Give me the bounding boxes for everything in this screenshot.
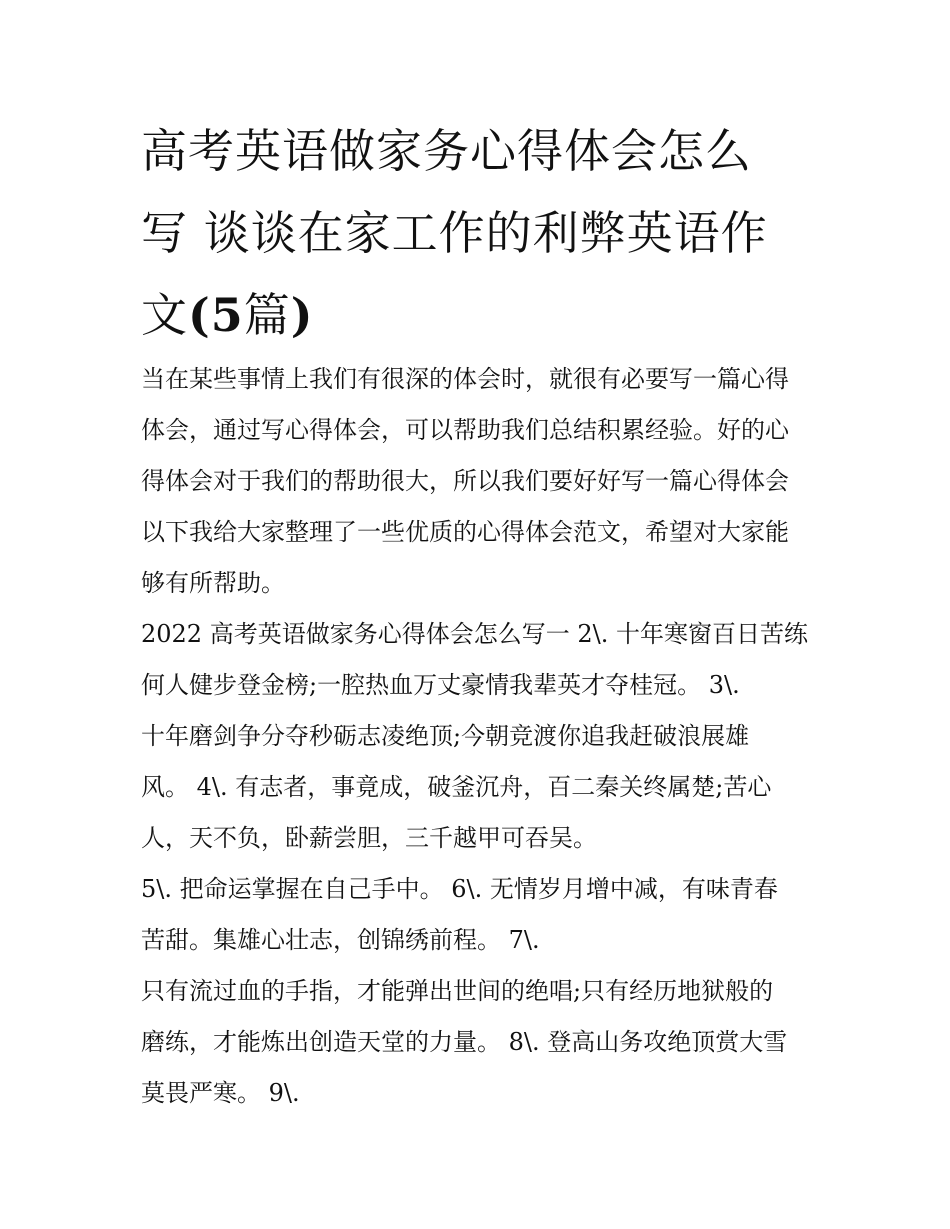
document-body	[141, 354, 831, 1119]
body-line: 够有所帮助。	[141, 569, 285, 597]
title-count-open: (5	[188, 288, 244, 342]
body-line: 2022 高考英语做家务心得体会怎么写一 2\. 十年寒窗百日苦练	[141, 620, 808, 648]
document-title	[141, 110, 831, 356]
title-count-close: )	[290, 288, 314, 342]
body-line: 何人健步登金榜;一腔热血万丈豪情我辈英才夺桂冠。 3\.	[141, 671, 740, 699]
body-line: 当在某些事情上我们有很深的体会时，就很有必要写一篇心得	[141, 365, 789, 393]
body-line: 苦甜。集雄心壮志，创锦绣前程。 7\.	[141, 926, 540, 954]
body-line: 风。 4\. 有志者，事竟成，破釜沉舟，百二秦关终属楚;苦心	[141, 773, 772, 801]
body-line: 5\. 把命运掌握在自己手中。 6\. 无情岁月增中减，有味青春	[141, 875, 778, 903]
title-line-2: 写 谈谈在家工作的利弊英语作	[141, 206, 768, 260]
body-line: 十年磨剑争分夺秒砺志凌绝顶;今朝竞渡你追我赶破浪展雄	[141, 722, 750, 750]
title-line-3-prefix: 文	[141, 288, 188, 342]
body-line: 体会，通过写心得体会，可以帮助我们总结积累经验。好的心	[141, 416, 789, 444]
title-line-1: 高考英语做家务心得体会怎么	[141, 124, 752, 178]
title-line-3	[141, 274, 831, 356]
body-line: 只有流过血的手指，才能弹出世间的绝唱;只有经历地狱般的	[141, 977, 774, 1005]
body-line: 以下我给大家整理了一些优质的心得体会范文，希望对大家能	[141, 518, 789, 546]
body-line: 莫畏严寒。 9\.	[141, 1079, 300, 1107]
body-line: 人，天不负，卧薪尝胆，三千越甲可吞吴。	[141, 824, 597, 852]
body-line: 磨练，才能炼出创造天堂的力量。 8\. 登高山务攻绝顶赏大雪	[141, 1028, 788, 1056]
body-line: 得体会对于我们的帮助很大，所以我们要好好写一篇心得体会	[141, 467, 789, 495]
title-count-unit: 篇	[243, 288, 291, 342]
